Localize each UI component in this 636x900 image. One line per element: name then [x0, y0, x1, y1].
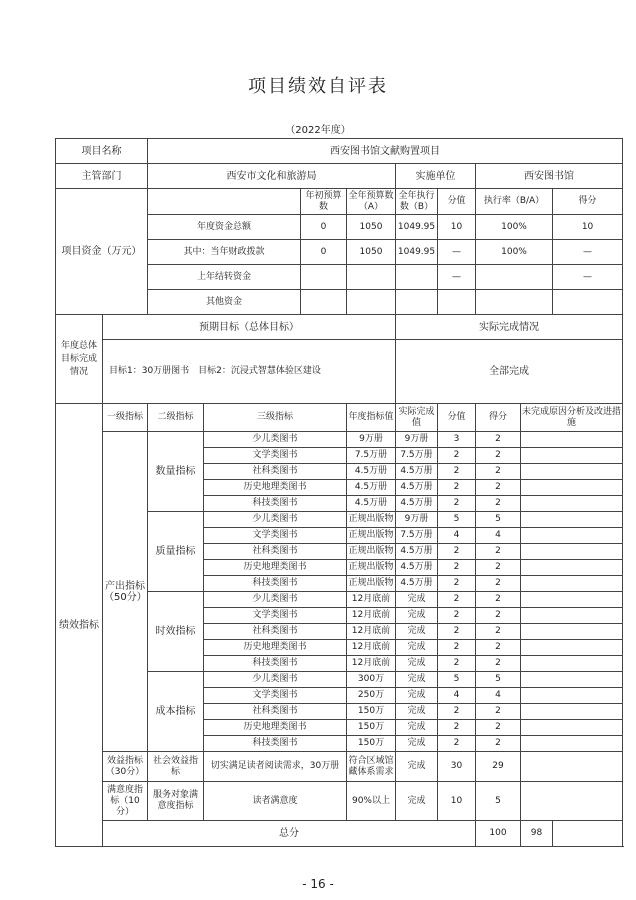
funds-header: 分值	[438, 189, 476, 215]
funds-value	[347, 290, 396, 315]
indicator-score: 2	[438, 464, 476, 480]
indicator-actual: 完成	[396, 608, 438, 624]
indicator-target: 7.5万册	[347, 448, 396, 464]
funds-header: 年初预算数	[301, 189, 347, 215]
funds-value	[476, 265, 553, 290]
indicator-name: 文学类图书	[204, 688, 347, 704]
indicator-score: 2	[438, 496, 476, 512]
indicator-name: 社科类图书	[204, 624, 347, 640]
funds-row-label: 其他资金	[148, 290, 301, 315]
indicator-target: 150万	[347, 704, 396, 720]
perf-header: 三级指标	[204, 404, 347, 432]
indicator-score: 2	[438, 608, 476, 624]
indicator-target: 正规出版物	[347, 560, 396, 576]
funds-value	[438, 290, 476, 315]
total-score: 100	[476, 821, 521, 847]
funds-header: 全年执行数（B）	[396, 189, 438, 215]
indicator-score: 2	[438, 704, 476, 720]
funds-value: 100%	[476, 240, 553, 265]
indicator-got: 2	[476, 640, 521, 656]
perf-header: 得分	[476, 404, 521, 432]
indicator-name: 少儿类图书	[204, 432, 347, 448]
indicator-note	[521, 736, 623, 752]
indicator-actual: 4.5万册	[396, 544, 438, 560]
indicator-target: 正规出版物	[347, 528, 396, 544]
sat-sub: 服务对象满意度指标	[148, 782, 204, 821]
funds-row-label: 年度资金总额	[148, 215, 301, 240]
funds-value: 0	[301, 215, 347, 240]
indicator-got: 2	[476, 704, 521, 720]
indicator-score: 5	[438, 512, 476, 528]
indicator-got: 5	[476, 672, 521, 688]
indicator-got: 2	[476, 592, 521, 608]
indicator-note	[521, 528, 623, 544]
funds-value: 1050	[347, 215, 396, 240]
indicator-score: 2	[438, 560, 476, 576]
funds-row-label: 其中：当年财政拨款	[148, 240, 301, 265]
indicator-got: 2	[476, 608, 521, 624]
indicator-note	[521, 480, 623, 496]
indicator-note	[521, 688, 623, 704]
indicator-score: 5	[438, 672, 476, 688]
indicator-note	[521, 432, 623, 448]
indicator-actual: 完成	[396, 704, 438, 720]
indicator-target: 250万	[347, 688, 396, 704]
indicator-note	[521, 720, 623, 736]
perf-header: 年度指标值	[347, 404, 396, 432]
group-label: 成本指标	[148, 672, 204, 752]
indicator-target: 4.5万册	[347, 480, 396, 496]
indicator-note	[521, 576, 623, 592]
indicator-name: 科技类图书	[204, 736, 347, 752]
indicator-actual: 7.5万册	[396, 528, 438, 544]
indicator-name: 少儿类图书	[204, 592, 347, 608]
funds-value: 10	[553, 215, 623, 240]
indicator-name: 历史地理类图书	[204, 560, 347, 576]
evaluation-table	[55, 138, 622, 847]
total-note	[553, 821, 623, 847]
indicator-target: 150万	[347, 736, 396, 752]
funds-value	[301, 290, 347, 315]
indicator-note	[521, 448, 623, 464]
indicator-target: 12月底前	[347, 624, 396, 640]
group-label: 时效指标	[148, 592, 204, 672]
indicator-note	[521, 544, 623, 560]
indicator-name: 少儿类图书	[204, 672, 347, 688]
indicator-got: 2	[476, 624, 521, 640]
indicator-actual: 4.5万册	[396, 560, 438, 576]
goals-expected: 目标1：30万册图书 目标2：沉浸式智慧体验区建设	[103, 340, 396, 404]
indicator-target: 150万	[347, 720, 396, 736]
indicator-name: 文学类图书	[204, 608, 347, 624]
indicator-note	[521, 512, 623, 528]
indicator-score: 2	[438, 624, 476, 640]
indicator-got: 2	[476, 496, 521, 512]
indicator-name: 社科类图书	[204, 544, 347, 560]
impl-value: 西安图书馆	[476, 164, 623, 189]
dept-value: 西安市文化和旅游局	[148, 164, 396, 189]
indicator-note	[521, 592, 623, 608]
indicator-note	[521, 640, 623, 656]
goals-label: 年度总体目标完成情况	[56, 315, 103, 404]
indicator-score: 2	[438, 720, 476, 736]
indicator-actual: 4.5万册	[396, 480, 438, 496]
group-label: 数量指标	[148, 432, 204, 512]
indicator-note	[521, 624, 623, 640]
indicator-got: 2	[476, 560, 521, 576]
indicator-got: 2	[476, 480, 521, 496]
indicator-actual: 9万册	[396, 512, 438, 528]
indicator-got: 2	[476, 432, 521, 448]
funds-value: 1050	[347, 240, 396, 265]
indicator-actual: 9万册	[396, 432, 438, 448]
indicator-got: 4	[476, 688, 521, 704]
indicator-note	[521, 672, 623, 688]
indicator-name: 社科类图书	[204, 464, 347, 480]
indicator-score: 3	[438, 432, 476, 448]
indicator-target: 9万册	[347, 432, 396, 448]
indicator-score: 2	[438, 656, 476, 672]
impl-label: 实施单位	[396, 164, 476, 189]
indicator-name: 历史地理类图书	[204, 480, 347, 496]
perf-header: 二级指标	[148, 404, 204, 432]
indicator-score: 2	[438, 480, 476, 496]
funds-label: 项目资金（万元）	[56, 189, 148, 315]
indicator-score: 2	[438, 576, 476, 592]
funds-header: 全年预算数（A）	[347, 189, 396, 215]
project-name-label: 项目名称	[56, 139, 148, 164]
funds-value: —	[438, 240, 476, 265]
perf-header: 实际完成值	[396, 404, 438, 432]
indicator-score: 4	[438, 528, 476, 544]
indicator-got: 2	[476, 448, 521, 464]
indicator-note	[521, 608, 623, 624]
group-label: 质量指标	[148, 512, 204, 592]
indicator-target: 300万	[347, 672, 396, 688]
funds-value	[301, 265, 347, 290]
indicator-target: 正规出版物	[347, 544, 396, 560]
indicator-name: 科技类图书	[204, 656, 347, 672]
indicator-target: 12月底前	[347, 656, 396, 672]
funds-value	[396, 265, 438, 290]
perf-header: 分值	[438, 404, 476, 432]
benefit-note	[521, 752, 623, 782]
total-label: 总分	[103, 821, 476, 847]
funds-value	[396, 290, 438, 315]
indicator-got: 2	[476, 656, 521, 672]
indicator-actual: 完成	[396, 736, 438, 752]
indicator-got: 2	[476, 544, 521, 560]
indicator-actual: 完成	[396, 624, 438, 640]
funds-row-label: 上年结转资金	[148, 265, 301, 290]
funds-value: 10	[438, 215, 476, 240]
funds-value: 100%	[476, 215, 553, 240]
output-label: 产出指标（50分）	[103, 432, 148, 752]
indicator-note	[521, 464, 623, 480]
indicator-target: 12月底前	[347, 640, 396, 656]
benefit-target: 符合区域馆藏体系需求	[347, 752, 396, 782]
indicator-target: 4.5万册	[347, 464, 396, 480]
indicator-note	[521, 704, 623, 720]
benefit-score: 30	[438, 752, 476, 782]
perf-header: 未完成原因分析及改进措施	[521, 404, 623, 432]
indicator-actual: 4.5万册	[396, 496, 438, 512]
blank-cell	[148, 189, 301, 215]
indicator-name: 历史地理类图书	[204, 640, 347, 656]
indicator-target: 正规出版物	[347, 576, 396, 592]
goals-expected-label: 预期目标（总体目标）	[103, 315, 396, 340]
perf-label: 绩效指标	[56, 404, 103, 847]
indicator-score: 2	[438, 736, 476, 752]
sat-score: 10	[438, 782, 476, 821]
indicator-score: 4	[438, 688, 476, 704]
indicator-score: 2	[438, 544, 476, 560]
dept-label: 主管部门	[56, 164, 148, 189]
indicator-name: 少儿类图书	[204, 512, 347, 528]
indicator-target: 12月底前	[347, 608, 396, 624]
funds-value: —	[438, 265, 476, 290]
indicator-actual: 4.5万册	[396, 576, 438, 592]
benefit-actual: 完成	[396, 752, 438, 782]
indicator-got: 2	[476, 720, 521, 736]
funds-header: 执行率（B/A）	[476, 189, 553, 215]
indicator-note	[521, 560, 623, 576]
indicator-actual: 完成	[396, 720, 438, 736]
sat-actual: 完成	[396, 782, 438, 821]
benefit-sub: 社会效益指标	[148, 752, 204, 782]
indicator-got: 2	[476, 736, 521, 752]
indicator-actual: 7.5万册	[396, 448, 438, 464]
benefit-indicator: 切实满足读者阅读需求，30万册	[204, 752, 347, 782]
funds-value: —	[553, 240, 623, 265]
indicator-note	[521, 496, 623, 512]
page-title: 项目绩效自评表	[248, 76, 388, 97]
indicator-name: 科技类图书	[204, 576, 347, 592]
indicator-target: 12月底前	[347, 592, 396, 608]
indicator-got: 2	[476, 576, 521, 592]
indicator-actual: 完成	[396, 656, 438, 672]
indicator-score: 2	[438, 592, 476, 608]
funds-value	[476, 290, 553, 315]
indicator-name: 历史地理类图书	[204, 720, 347, 736]
project-name: 西安图书馆文献购置项目	[148, 139, 623, 164]
goals-actual-label: 实际完成情况	[396, 315, 623, 340]
goals-actual: 全部完成	[396, 340, 623, 404]
indicator-actual: 完成	[396, 592, 438, 608]
indicator-got: 4	[476, 528, 521, 544]
funds-value: —	[553, 265, 623, 290]
funds-value: 0	[301, 240, 347, 265]
funds-value: 1049.95	[396, 215, 438, 240]
funds-value	[347, 265, 396, 290]
sat-indicator: 读者满意度	[204, 782, 347, 821]
benefit-got: 29	[476, 752, 521, 782]
indicator-name: 文学类图书	[204, 528, 347, 544]
sat-target: 90%以上	[347, 782, 396, 821]
indicator-target: 正规出版物	[347, 512, 396, 528]
sat-label: 满意度指标（10分）	[103, 782, 148, 821]
sat-got: 5	[476, 782, 521, 821]
indicator-got: 5	[476, 512, 521, 528]
sat-note	[521, 782, 623, 821]
indicator-actual: 4.5万册	[396, 464, 438, 480]
benefit-label: 效益指标（30分）	[103, 752, 148, 782]
indicator-score: 2	[438, 640, 476, 656]
indicator-name: 科技类图书	[204, 496, 347, 512]
total-got: 98	[521, 821, 553, 847]
indicator-name: 文学类图书	[204, 448, 347, 464]
indicator-score: 2	[438, 448, 476, 464]
funds-value: 1049.95	[396, 240, 438, 265]
indicator-got: 2	[476, 464, 521, 480]
funds-header: 得分	[553, 189, 623, 215]
year-label: （2022年度）	[285, 125, 351, 136]
indicator-note	[521, 656, 623, 672]
funds-value	[553, 290, 623, 315]
indicator-actual: 完成	[396, 688, 438, 704]
page-number: - 16 -	[302, 877, 334, 891]
indicator-target: 4.5万册	[347, 496, 396, 512]
indicator-name: 社科类图书	[204, 704, 347, 720]
indicator-actual: 完成	[396, 672, 438, 688]
perf-header: 一级指标	[103, 404, 148, 432]
indicator-actual: 完成	[396, 640, 438, 656]
